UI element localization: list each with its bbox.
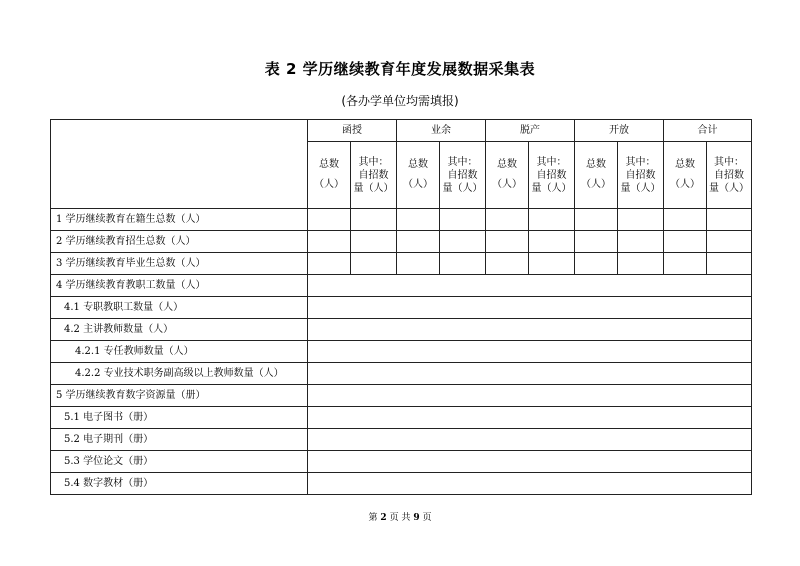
subheader-self-line: 量（人） — [531, 182, 572, 194]
subheader-self-line: 自招数 — [447, 169, 478, 181]
input-cell-merged[interactable] — [308, 319, 752, 341]
subheader-total-line: （人） — [670, 179, 700, 190]
page-footer — [0, 510, 800, 523]
subheader-total-line: 总数 — [497, 159, 517, 170]
footer-total-pages: 9 — [413, 513, 420, 523]
subheader-self-recruited — [707, 142, 752, 209]
input-cell[interactable] — [486, 231, 529, 253]
input-cell-merged[interactable] — [308, 363, 752, 385]
input-cell[interactable] — [486, 253, 529, 275]
subheader-total — [308, 142, 351, 209]
subheader-self-line: 其中： — [536, 156, 567, 168]
subheader-total — [397, 142, 440, 209]
subheader-self-line: 量（人） — [620, 182, 661, 194]
input-cell[interactable] — [529, 209, 575, 231]
row-label: 4.2.2 专业技术职务副高级以上教师数量（人） — [51, 363, 308, 385]
footer-prefix: 第 — [368, 513, 378, 523]
footer-middle: 页 共 — [389, 513, 411, 523]
subheader-self-recruited — [618, 142, 664, 209]
table-row — [51, 253, 752, 275]
row-label: 5.1 电子图书（册） — [51, 407, 308, 429]
subheader-total — [664, 142, 707, 209]
input-cell[interactable] — [308, 209, 351, 231]
row-label: 5.4 数字教材（册） — [51, 473, 308, 495]
table-row — [51, 297, 752, 319]
input-cell-merged[interactable] — [308, 275, 752, 297]
group-header: 合计 — [664, 120, 752, 142]
table-subtitle: (各办学单位均需填报) — [341, 94, 459, 108]
subheader-self-line: 其中： — [714, 156, 744, 168]
subheader-total — [575, 142, 618, 209]
input-cell[interactable] — [618, 231, 664, 253]
table-row — [51, 385, 752, 407]
subheader-total-line: （人） — [314, 179, 344, 190]
row-label: 5.3 学位论文（册） — [51, 451, 308, 473]
subheader-total-line: 总数 — [408, 159, 428, 170]
row-label: 5 学历继续教育数字资源量（册） — [51, 385, 308, 407]
row-label: 2 学历继续教育招生总数（人） — [51, 231, 308, 253]
subheader-total-line: （人） — [403, 179, 433, 190]
input-cell[interactable] — [664, 253, 707, 275]
input-cell-merged[interactable] — [308, 429, 752, 451]
input-cell[interactable] — [618, 209, 664, 231]
subheader-total-line: 总数 — [319, 159, 339, 170]
subheader-self-line: 量（人） — [709, 182, 749, 194]
row-label: 4.2.1 专任教师数量（人） — [51, 341, 308, 363]
input-cell[interactable] — [618, 253, 664, 275]
input-cell[interactable] — [707, 253, 752, 275]
data-collection-table — [50, 119, 752, 495]
subheader-total-line: （人） — [492, 179, 522, 190]
footer-suffix: 页 — [422, 513, 432, 523]
input-cell[interactable] — [308, 253, 351, 275]
input-cell[interactable] — [351, 209, 397, 231]
subheader-total — [486, 142, 529, 209]
table-row — [51, 473, 752, 495]
group-header: 脱产 — [486, 120, 575, 142]
row-label: 5.2 电子期刊（册） — [51, 429, 308, 451]
header-row-groups — [51, 120, 752, 142]
input-cell-merged[interactable] — [308, 297, 752, 319]
input-cell-merged[interactable] — [308, 451, 752, 473]
input-cell[interactable] — [664, 231, 707, 253]
input-cell[interactable] — [397, 209, 440, 231]
input-cell-merged[interactable] — [308, 385, 752, 407]
subheader-self-line: 自招数 — [358, 169, 389, 181]
table-row — [51, 363, 752, 385]
input-cell-merged[interactable] — [308, 407, 752, 429]
input-cell[interactable] — [440, 231, 486, 253]
input-cell-merged[interactable] — [308, 341, 752, 363]
group-header: 业余 — [397, 120, 486, 142]
subheader-total-line: 总数 — [675, 159, 695, 170]
table-row — [51, 231, 752, 253]
input-cell[interactable] — [707, 231, 752, 253]
input-cell[interactable] — [664, 209, 707, 231]
header-corner-cell — [51, 120, 308, 209]
row-label: 4.2 主讲教师数量（人） — [51, 319, 308, 341]
table-row — [51, 407, 752, 429]
subheader-self-line: 自招数 — [536, 169, 567, 181]
input-cell[interactable] — [575, 253, 618, 275]
input-cell[interactable] — [486, 209, 529, 231]
input-cell[interactable] — [529, 253, 575, 275]
subheader-self-line: 其中： — [625, 156, 656, 168]
input-cell[interactable] — [575, 231, 618, 253]
row-label: 1 学历继续教育在籍生总数（人） — [51, 209, 308, 231]
row-label: 4.1 专职教职工数量（人） — [51, 297, 308, 319]
input-cell[interactable] — [529, 231, 575, 253]
input-cell[interactable] — [351, 231, 397, 253]
subheader-self-line: 自招数 — [625, 169, 656, 181]
input-cell[interactable] — [707, 209, 752, 231]
subheader-self-line: 其中： — [358, 156, 389, 168]
subheader-self-line: 自招数 — [714, 169, 744, 181]
input-cell-merged[interactable] — [308, 473, 752, 495]
row-label: 4 学历继续教育教职工数量（人） — [51, 275, 308, 297]
table-row — [51, 275, 752, 297]
subheader-self-line: 其中： — [447, 156, 478, 168]
group-header: 开放 — [575, 120, 664, 142]
footer-page-number: 2 — [380, 513, 387, 523]
subheader-self-recruited — [351, 142, 397, 209]
input-cell[interactable] — [397, 231, 440, 253]
input-cell[interactable] — [575, 209, 618, 231]
table-title: 表 2 学历继续教育年度发展数据采集表 — [264, 60, 536, 78]
table-row — [51, 319, 752, 341]
row-label: 3 学历继续教育毕业生总数（人） — [51, 253, 308, 275]
table-row — [51, 451, 752, 473]
subheader-self-recruited — [440, 142, 486, 209]
input-cell[interactable] — [440, 253, 486, 275]
subheader-self-line: 量（人） — [353, 182, 394, 194]
table-row — [51, 341, 752, 363]
subheader-self-line: 量（人） — [442, 182, 483, 194]
table-row — [51, 209, 752, 231]
input-cell[interactable] — [351, 253, 397, 275]
subheader-total-line: 总数 — [586, 159, 606, 170]
input-cell[interactable] — [397, 253, 440, 275]
subheader-self-recruited — [529, 142, 575, 209]
group-header: 函授 — [308, 120, 397, 142]
table-row — [51, 429, 752, 451]
subheader-total-line: （人） — [581, 179, 611, 190]
input-cell[interactable] — [440, 209, 486, 231]
input-cell[interactable] — [308, 231, 351, 253]
